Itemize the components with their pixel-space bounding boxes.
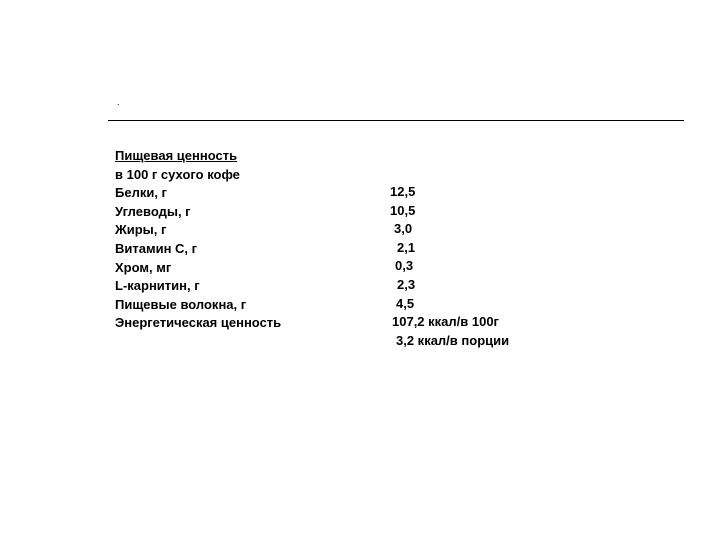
row-value-protein: 12,5: [390, 184, 416, 199]
row-label-vitamin-c: Витамин С, г: [115, 240, 198, 256]
row-value-fiber: 4,5: [396, 295, 415, 311]
labels-column: [115, 147, 281, 333]
heading-line-1: Пищевая ценность: [115, 148, 238, 163]
row-value-l-carnitine: 2,3: [397, 276, 416, 292]
row-label-energy: Энергетическая ценность: [115, 315, 282, 331]
heading-line-2: в 100 г сухого кофе: [115, 166, 240, 182]
row-value-carbs: 10,5: [390, 202, 416, 218]
row-label-chromium: Хром, мг: [115, 259, 172, 275]
row-value-chromium: 0,3: [395, 258, 414, 274]
row-label-protein: Белки, г: [115, 185, 167, 201]
row-value-energy-100g: 107,2 ккал/в 100г: [392, 314, 499, 330]
row-label-fat: Жиры, г: [115, 222, 167, 238]
row-label-fiber: Пищевые волокна, г: [115, 296, 247, 312]
row-label-l-carnitine: L-карнитин, г: [115, 278, 200, 294]
row-label-carbs: Углеводы, г: [115, 203, 191, 219]
values-column: [390, 183, 509, 350]
row-value-vitamin-c: 2,1: [397, 239, 416, 255]
horizontal-rule: [108, 120, 684, 121]
row-value-energy-portion: 3,2 ккал/в порции: [396, 332, 510, 348]
row-value-fat: 3,0: [394, 221, 413, 237]
top-mark: .: [117, 97, 120, 107]
